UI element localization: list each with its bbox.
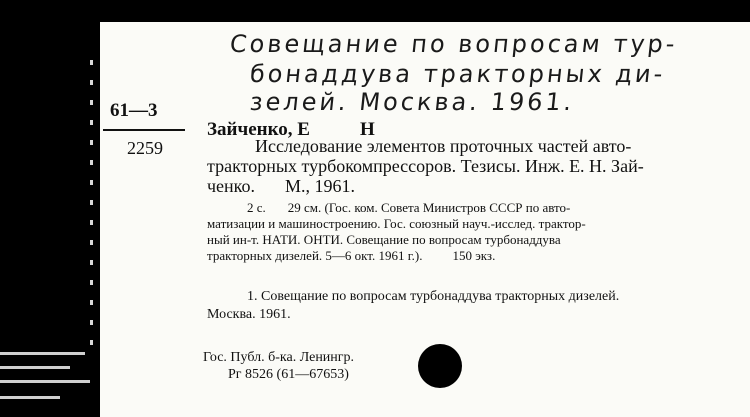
edge-mark	[90, 240, 93, 245]
call-number-rule	[103, 129, 185, 131]
edge-mark	[90, 140, 93, 145]
edge-mark	[90, 160, 93, 165]
edge-line	[0, 352, 85, 355]
call-number: 61—3	[110, 100, 158, 121]
library-line: Гос. Публ. б-ка. Ленингр.	[203, 350, 355, 365]
description-line: 2 с. 29 см. (Гос. ком. Совета Министров СССР по авто-	[247, 200, 571, 215]
edge-mark	[90, 120, 93, 125]
handwritten-note-line: Совещание по вопросам тур-	[228, 30, 679, 58]
edge-mark	[90, 80, 93, 85]
catalog-card	[100, 22, 750, 417]
physical-description	[207, 200, 732, 264]
author-initial: Н	[359, 119, 375, 140]
title-line: тракторных турбокомпрессоров. Тезисы. Инж. Е. Н. Зай-	[207, 156, 644, 176]
description-line: матизации и машиностроению. Гос. союзный науч.-исслед. трактор-	[207, 216, 586, 231]
edge-line	[0, 396, 60, 399]
handwritten-note-line: зелей. Москва. 1961.	[248, 88, 576, 116]
card-punch-hole	[418, 344, 462, 388]
description-line: тракторных дизелей. 5—6 окт. 1961 г.). 150 экз.	[207, 248, 496, 263]
author-surname: Зайченко, Е	[207, 119, 310, 140]
edge-mark	[90, 260, 93, 265]
edge-mark	[90, 220, 93, 225]
subject-line: 1. Совещание по вопросам турбонаддува тракторных дизелей.	[247, 289, 620, 304]
title-line: ченко. М., 1961.	[207, 176, 356, 196]
film-edge-strip	[0, 0, 100, 417]
title-line: Исследование элементов проточных частей авто-	[255, 136, 632, 156]
handwritten-note-line: бонаддува тракторных ди-	[248, 60, 667, 88]
accession-number: 2259	[127, 138, 163, 158]
edge-line	[0, 366, 70, 369]
edge-mark	[90, 200, 93, 205]
edge-mark	[90, 340, 93, 345]
subject-line: Москва. 1961.	[207, 307, 291, 322]
edge-mark	[90, 320, 93, 325]
title-block	[207, 136, 727, 196]
edge-mark	[90, 180, 93, 185]
edge-mark	[90, 280, 93, 285]
edge-mark	[90, 100, 93, 105]
subject-entry	[207, 288, 737, 324]
library-line: Рг 8526 (61—67653)	[228, 367, 349, 382]
edge-mark	[90, 60, 93, 65]
description-line: ный ин-т. НАТИ. ОНТИ. Совещание по вопросам турбонаддува	[207, 232, 561, 247]
edge-line	[0, 380, 90, 383]
library-stamp	[203, 349, 354, 383]
edge-mark	[90, 300, 93, 305]
